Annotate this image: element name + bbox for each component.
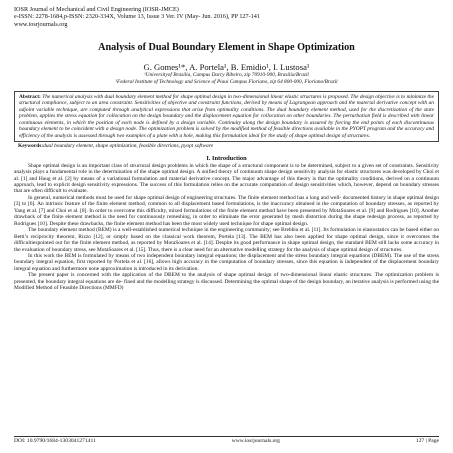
- keywords-text: dual boundary element, shape optimization, feasible directions, pyopt software: [43, 143, 213, 150]
- journal-name: IOSR Journal of Mechanical and Civil Engineering (IOSR-JMCE): [14, 6, 179, 13]
- paper-authors: G. Gomes¹*, A. Portela¹, B. Emidio¹, I. Lustosa¹: [143, 62, 310, 73]
- keywords: [14, 143, 439, 149]
- intro-paragraph-1: Shape optimal design is an important class of structural design problems in which the shape of a structural component is to be determined, subject to a given set of constraints. Sensitivity analysis plays a fundamental role in the determination of the shape optimal design. A unified theory of continuum shape design sensitivity analysis for elastic structures was developed by Choi et al. [1] and Haug et al. [2] by means of a variational formulation and material derivative concept. The major advantage of this theory is that the optimality conditions, derived on a continuum approach, lead to explicit design sensitivity expressions. The success of this formulation relies on the accurate computation of design sensitivities which, however, depend on boundary stresses that are often difficult to evaluate.: [14, 162, 439, 195]
- intro-paragraph-4: In this work the BEM is formulated by means of two independent boundary integral equations; the displacement and the stress boundary integral equations (DBEM). The use of the stress boundary integral equation, first reported by Portela et al. [16], allows high accuracy in the computation of boundary stresses, since this equation is independent of the displacement boundary integral equation and furthermore none approximation is introduced in its derivation.: [14, 253, 439, 272]
- keywords-label: Keywords:: [18, 143, 44, 150]
- page-footer: [14, 436, 439, 445]
- abstract-text: The numerical analysis with dual boundary element method for shape optimal design in two-dimensional linear elastic structures is proposed. The design objective is to minimize the structural compliance, subject to an area constraint. Sensitivities of objective and constraint functions, derived by means of Lagrangean approach and the material derivative concept with an adjoint variable technique, are computed through analytical expressions that arise from optimality conditions. The dual boundary element method, used for the discretization of the state problem, applies the stress equation for collocation on the design boundary and the displacement equation for collocation on other boundaries. The perturbation field is described with linear continuous elements, in which the position of each node is defined by a design variable. Continuity along the design boundary is assured by forcing the end points of each discontinuous boundary element to be coincident with a design node. The optimization problem is solved by the modified method of feasible directions available in the PYOPT program and the accuracy and efficiency of the analysis is assessed through two examples of a plate with a hole, making this formulation ideal for the study of shape optimal design of structures.: [19, 94, 434, 139]
- journal-website[interactable]: www.iosrjournals.org: [14, 20, 68, 28]
- affiliation-2: ¹Federal Institute of Technology and Science of Piaui Campus Floriano, zip 64 800-000, Floriano/Brazil: [115, 78, 338, 85]
- footer-page-number: 127 | Page: [415, 438, 439, 444]
- intro-paragraph-3: The boundary element method (BEM) is a well-established numerical technique in the engineering community; see Brebbia et al. [11]. Its formulation in elastostatics can be based either on Betti’s reciprocity theorem, Rizzo [12], or simply based on the classical work theorem, Portela [13]. The BEM has also been applied for shape optimal design, since it overcomes the difficultiespointed out for the finite element method, as reported by MotaSoares et al. [14]. Despite its good performance in shape optimal design, the standard BEM still lacks some accuracy in the evaluation of boundary stress, see MotaSoares et al. [15]. Thus, there is a clear need for an alternative modelling strategy for the analysis of shape optimal design of structures.: [14, 227, 439, 253]
- footer-website[interactable]: www.iosrjournals.org: [231, 438, 280, 444]
- paper-title: Analysis of Dual Boundary Element in Shape Optimization: [98, 42, 355, 54]
- footer-doi: DOI: 10.9790/1684-1303041271411: [14, 438, 96, 444]
- intro-paragraph-5: The present paper is concerned with the application of the DBEM to the analysis of shape optimal design of two-dimensional linear elastic structures. The optimization problem is presented, the boundary integral equations are de- fined and the modelling strategy is discussed. Determining the optimal shape of the design boundary, an iterative analysis is performed using the Modified Method of Feasible Directions (MMFD): [14, 272, 439, 292]
- abstract-box: [14, 91, 439, 142]
- journal-issn: e-ISSN: 2278-1684,p-ISSN: 2320-334X, Volume 13, Issue 3 Ver. IV (May- Jun. 2016), PP 127-141: [14, 13, 260, 21]
- journal-header: [14, 6, 439, 28]
- abstract-label: Abstract:: [19, 94, 41, 101]
- affiliation-1: ¹Universityof Brasilia, Campus Darcy Ribeiro, zip 70910-900, Brasilia/Brazil: [144, 72, 309, 79]
- section-heading-introduction: I. Introduction: [206, 154, 247, 162]
- intro-paragraph-2: In general, numerical methods must be used for shape optimal design of engineering structures. The finite element method has a long and well- documented history in shape optimal design [3] to [6]. An intrinsic feature of the finite element method, common to all displacement based formulations, is the inaccuracy obtained in the computation of boundary stresses, as reported by Yang et al. [7] and Choi et al. [8]. In order to overcome this difficulty, mixed formulations of the finite element method have been presented by MotaSoares et al. [9] and Rodrigues [10]. Another drawback of the finite element method is the need for continuously remeshing, in order to eliminate the error generated by mesh distortion during the shape redesign process, as reported by Rodrigues [10]. Despite these drawbacks, the finite element method has been the most widely used technique for shape optimal design.: [14, 194, 439, 227]
